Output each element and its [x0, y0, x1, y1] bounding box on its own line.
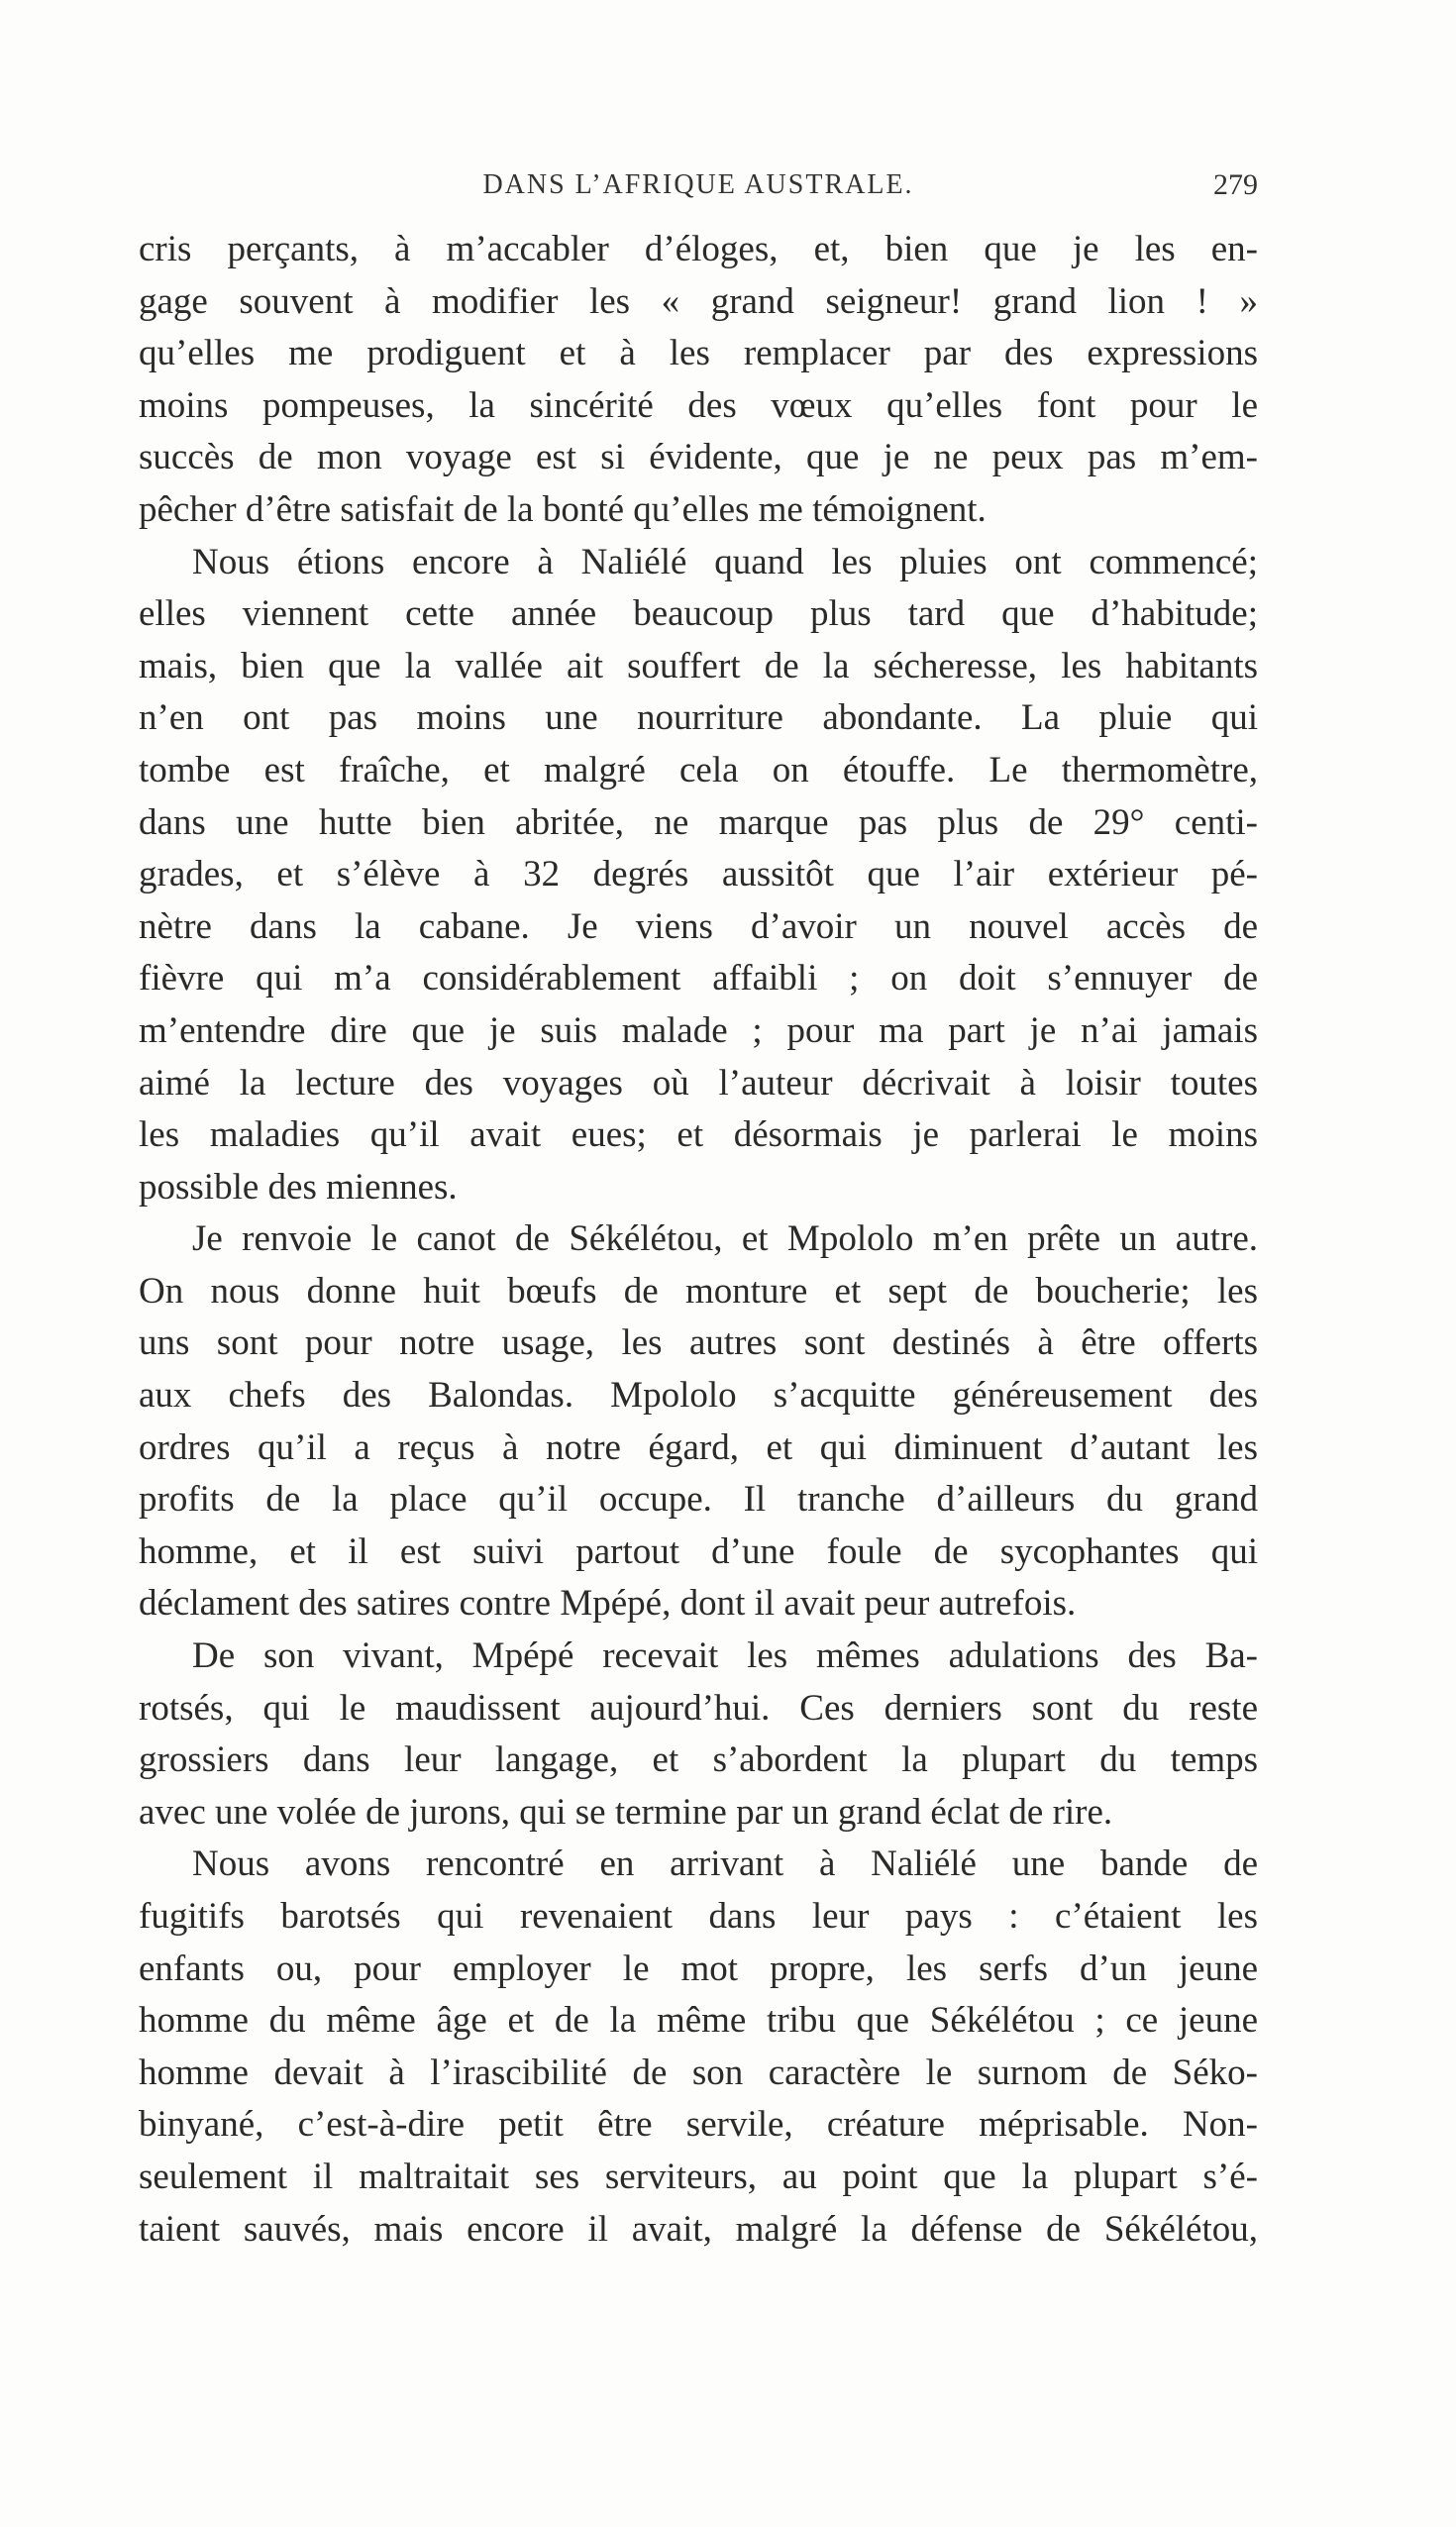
text-line: déclament des satires contre Mpépé, dont il avait peur autrefois.	[139, 1583, 1077, 1625]
text-line: qu’elles me prodiguent et à les remplacer par des expressions	[139, 333, 1258, 374]
text-line: dans une hutte bien abritée, ne marque pas plus de 29° centi-	[139, 801, 1258, 843]
text-line: grossiers dans leur langage, et s’abordent la plupart du temps	[139, 1739, 1258, 1781]
text-line: tombe est fraîche, et malgré cela on étouffe. Le thermomètre,	[139, 749, 1258, 790]
text-line: binyané, c’est-à-dire petit être servile, créature méprisable. Non-	[139, 2104, 1258, 2146]
text-line: moins pompeuses, la sincérité des vœux qu’elles font pour le	[139, 384, 1258, 426]
text-line: aimé la lecture des voyages où l’auteur décrivait à loisir toutes	[139, 1062, 1258, 1104]
text-line: fugitifs barotsés qui revenaient dans leur pays : c’étaient les	[139, 1896, 1258, 1937]
paragraph-4	[139, 1631, 1258, 1839]
text-line: Nous avons rencontré en arrivant à Naliélé une bande de	[192, 1843, 1258, 1885]
text-line: Nous étions encore à Naliélé quand les pluies ont commencé;	[192, 541, 1258, 582]
text-line: ordres qu’il a reçus à notre égard, et qui diminuent d’autant les	[139, 1426, 1258, 1468]
text-line: profits de la place qu’il occupe. Il tranche d’ailleurs du grand	[139, 1479, 1258, 1521]
text-line: gage souvent à modifier les « grand seigneur! grand lion ! »	[139, 280, 1258, 322]
text-line: cris perçants, à m’accabler d’éloges, et, bien que je les en-	[139, 229, 1258, 269]
text-line: aux chefs des Balondas. Mpololo s’acquitte généreusement des	[139, 1375, 1258, 1417]
text-line: uns sont pour notre usage, les autres sont destinés à être offerts	[139, 1322, 1258, 1364]
paragraph-5	[139, 1839, 1258, 2256]
text-line: mais, bien que la vallée ait souffert de la sécheresse, les habitants	[139, 645, 1258, 686]
text-line: homme du même âge et de la même tribu que Sékélétou ; ce jeune	[139, 2000, 1258, 2042]
paragraph-2	[139, 537, 1258, 1214]
text-line: On nous donne huit bœufs de monture et sept de boucherie; les	[139, 1270, 1258, 1312]
text-line: avec une volée de jurons, qui se termine par un grand éclat de rire.	[139, 1791, 1113, 1833]
page-number: 279	[1213, 168, 1258, 201]
text-line: grades, et s’élève à 32 degrés aussitôt que l’air extérieur pé-	[139, 854, 1258, 895]
text-line: enfants ou, pour employer le mot propre, les serfs d’un jeune	[139, 1948, 1258, 1989]
text-line: homme devait à l’irascibilité de son caractère le surnom de Séko-	[139, 2052, 1258, 2093]
text-line: De son vivant, Mpépé recevait les mêmes adulations des Ba-	[192, 1635, 1258, 1677]
running-head	[139, 163, 1258, 207]
text-line: succès de mon voyage est si évidente, que je ne peux pas m’em-	[139, 437, 1258, 478]
text-line: fièvre qui m’a considérablement affaibli ; on doit s’ennuyer de	[139, 958, 1258, 1000]
running-title: DANS L’AFRIQUE AUSTRALE.	[482, 169, 914, 200]
text-line: elles viennent cette année beaucoup plus tard que d’habitude;	[139, 593, 1258, 635]
paragraph-1	[139, 224, 1258, 537]
text-line: nètre dans la cabane. Je viens d’avoir un nouvel accès de	[139, 905, 1258, 947]
text-line: les maladies qu’il avait eues; et désormais je parlerai le moins	[139, 1114, 1258, 1156]
text-line: Je renvoie le canot de Sékélétou, et Mpololo m’en prête un autre.	[192, 1218, 1258, 1260]
text-line: seulement il maltraitait ses serviteurs, au point que la plupart s’é-	[139, 2156, 1258, 2197]
paragraph-3	[139, 1213, 1258, 1631]
body-text	[139, 224, 1258, 2256]
text-line: homme, et il est suivi partout d’une foule de sycophantes qui	[139, 1530, 1258, 1572]
text-line: n’en ont pas moins une nourriture abondante. La pluie qui	[139, 697, 1258, 739]
text-line: possible des miennes.	[139, 1166, 458, 1208]
text-line: m’entendre dire que je suis malade ; pour ma part je n’ai jamais	[139, 1009, 1258, 1051]
text-line: pêcher d’être satisfait de la bonté qu’elles me témoignent.	[139, 488, 987, 530]
text-line: taient sauvés, mais encore il avait, malgré la défense de Sékélétou,	[139, 2208, 1258, 2250]
text-line: rotsés, qui le maudissent aujourd’hui. Ces derniers sont du reste	[139, 1687, 1258, 1729]
